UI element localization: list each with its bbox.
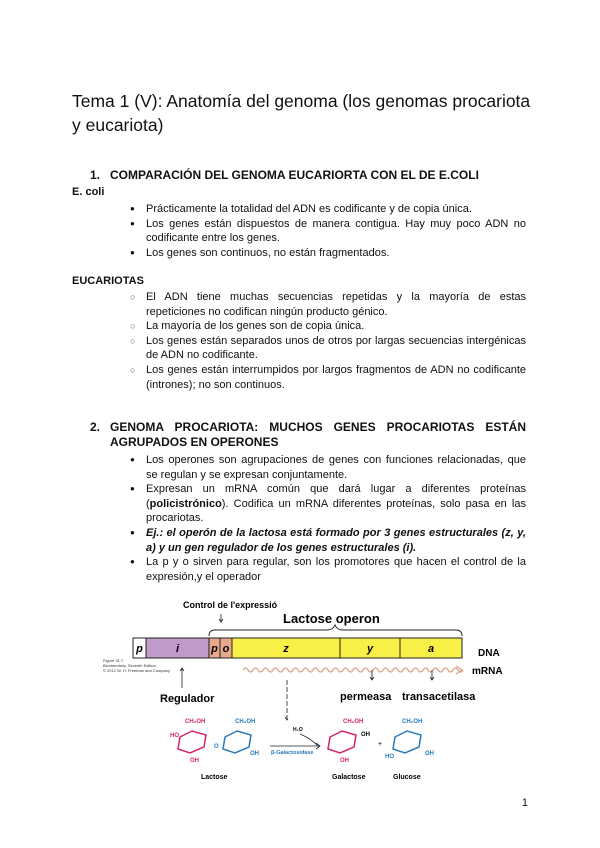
list-item: ● Los operones son agrupaciones de genes con funciones relacionadas, que se regulan y se expresan conjuntamente. <box>146 453 526 482</box>
svg-text:CH₂OH: CH₂OH <box>402 719 423 725</box>
svg-text:CH₂OH: CH₂OH <box>185 719 206 725</box>
mrna-wave <box>243 668 463 672</box>
plus-sign: + <box>378 741 383 748</box>
page-number: 1 <box>521 797 528 809</box>
svg-text:CH₂OH: CH₂OH <box>235 719 256 725</box>
regulador-label: Regulador <box>160 693 215 705</box>
glucose-label: Glucose <box>393 774 421 781</box>
list-item: ● Ej.: el operón de la lactosa está formado por 3 genes estructurales (z, y, a) y un gen regulador de los genes estructurales (i). <box>146 526 526 555</box>
section-1-heading: 1. COMPARACIÓN DEL GENOMA EUCARIORTA CON EL DE E.COLI <box>90 168 479 182</box>
svg-text:OH: OH <box>190 758 199 764</box>
ecoli-list <box>146 202 526 260</box>
operon-brace <box>209 625 462 636</box>
svg-text:O: O <box>214 744 219 750</box>
galactose-molecule <box>328 719 370 781</box>
reaction-arrow <box>270 734 320 749</box>
gene-label: z <box>283 643 289 655</box>
operon-list <box>146 453 526 584</box>
gene-label: p <box>136 643 143 655</box>
list-item: ● Los genes son continuos, no están fragmentados. <box>146 246 526 261</box>
lactose-molecule <box>170 719 259 781</box>
list-item: ○ Los genes están separados unos de otros por largas secuencias intergénicas de ADN no codificante. <box>146 334 526 363</box>
arrow-icon <box>456 666 462 674</box>
page-title: Tema 1 (V): Anatomía del genoma (los genomas procariota y eucariota) <box>72 91 531 135</box>
lactose-label: Lactose <box>201 774 228 781</box>
lactose-operon-figure <box>0 590 600 790</box>
operon-label: Lactose operon <box>283 611 380 626</box>
list-item: ○ Los genes están interrumpidos por largos fragmentos de ADN no codificante (intrones); no son continuos. <box>146 363 526 392</box>
svg-text:OH: OH <box>425 751 434 757</box>
svg-text:© 2012 W. H. Freeman and Compa: © 2012 W. H. Freeman and Company <box>103 668 170 673</box>
svg-text:CH₂OH: CH₂OH <box>343 719 364 725</box>
list-item: ● Los genes están dispuestos de manera contigua. Hay muy poco ADN no codificante entre los genes. <box>146 217 526 246</box>
svg-text:HO: HO <box>385 754 394 760</box>
list-item: ● La p y o sirven para regular, son los promotores que hacen el control de la expresión,y el operador <box>146 555 526 584</box>
gene-label: p <box>211 643 218 655</box>
control-label: Control de l'expressió <box>183 600 278 610</box>
list-item: ○ El ADN tiene muchas secuencias repetidas y la mayoría de estas repeticiones no codifican ningún producto génico. <box>146 290 526 319</box>
eucariotas-label: EUCARIOTAS <box>72 275 144 287</box>
enzyme-label: β-Galactosidase <box>271 750 314 756</box>
down-arrow-icon <box>219 614 223 622</box>
dna-bar <box>133 638 462 658</box>
list-item: ● Expresan un mRNA común que dará lugar a diferentes proteínas (policistrónico). Codifica un mRNA diferentes proteínas, solo pasa en las procariotas. <box>146 482 526 526</box>
gene-label: o <box>222 643 230 655</box>
transacetilasa-label: transacetilasa <box>402 691 476 703</box>
figure-caption <box>103 658 170 673</box>
svg-text:OH: OH <box>250 751 259 757</box>
svg-text:HO: HO <box>170 733 179 739</box>
svg-text:Biochemistry, Seventh Edition: Biochemistry, Seventh Edition <box>103 663 156 668</box>
list-item: ○ La mayoría de los genes son de copia única. <box>146 319 526 334</box>
gene-label: y <box>366 643 374 655</box>
water-label: H₂O <box>293 727 303 733</box>
svg-text:OH: OH <box>361 732 370 738</box>
section-2-heading: 2. GENOMA PROCARIOTA: MUCHOS GENES PROCARIOTAS ESTÁN AGRUPADOS EN OPERONES <box>90 420 526 449</box>
list-item: ● Prácticamente la totalidad del ADN es codificante y de copia única. <box>146 202 526 217</box>
eucariotas-list <box>146 290 526 392</box>
gene-label: a <box>427 643 435 655</box>
dna-label: DNA <box>478 648 500 659</box>
svg-text:OH: OH <box>340 758 349 764</box>
gene-label: i <box>175 643 180 655</box>
dashed-arrow <box>285 680 289 720</box>
galactose-label: Galactose <box>332 774 366 781</box>
mrna-label: mRNA <box>472 666 503 677</box>
svg-text:Figure 31.7: Figure 31.7 <box>103 658 124 663</box>
glucose-molecule <box>385 719 434 781</box>
up-arrow-icon <box>180 668 184 688</box>
permeasa-label: permeasa <box>340 691 392 703</box>
ecoli-label: E. coli <box>72 186 105 198</box>
